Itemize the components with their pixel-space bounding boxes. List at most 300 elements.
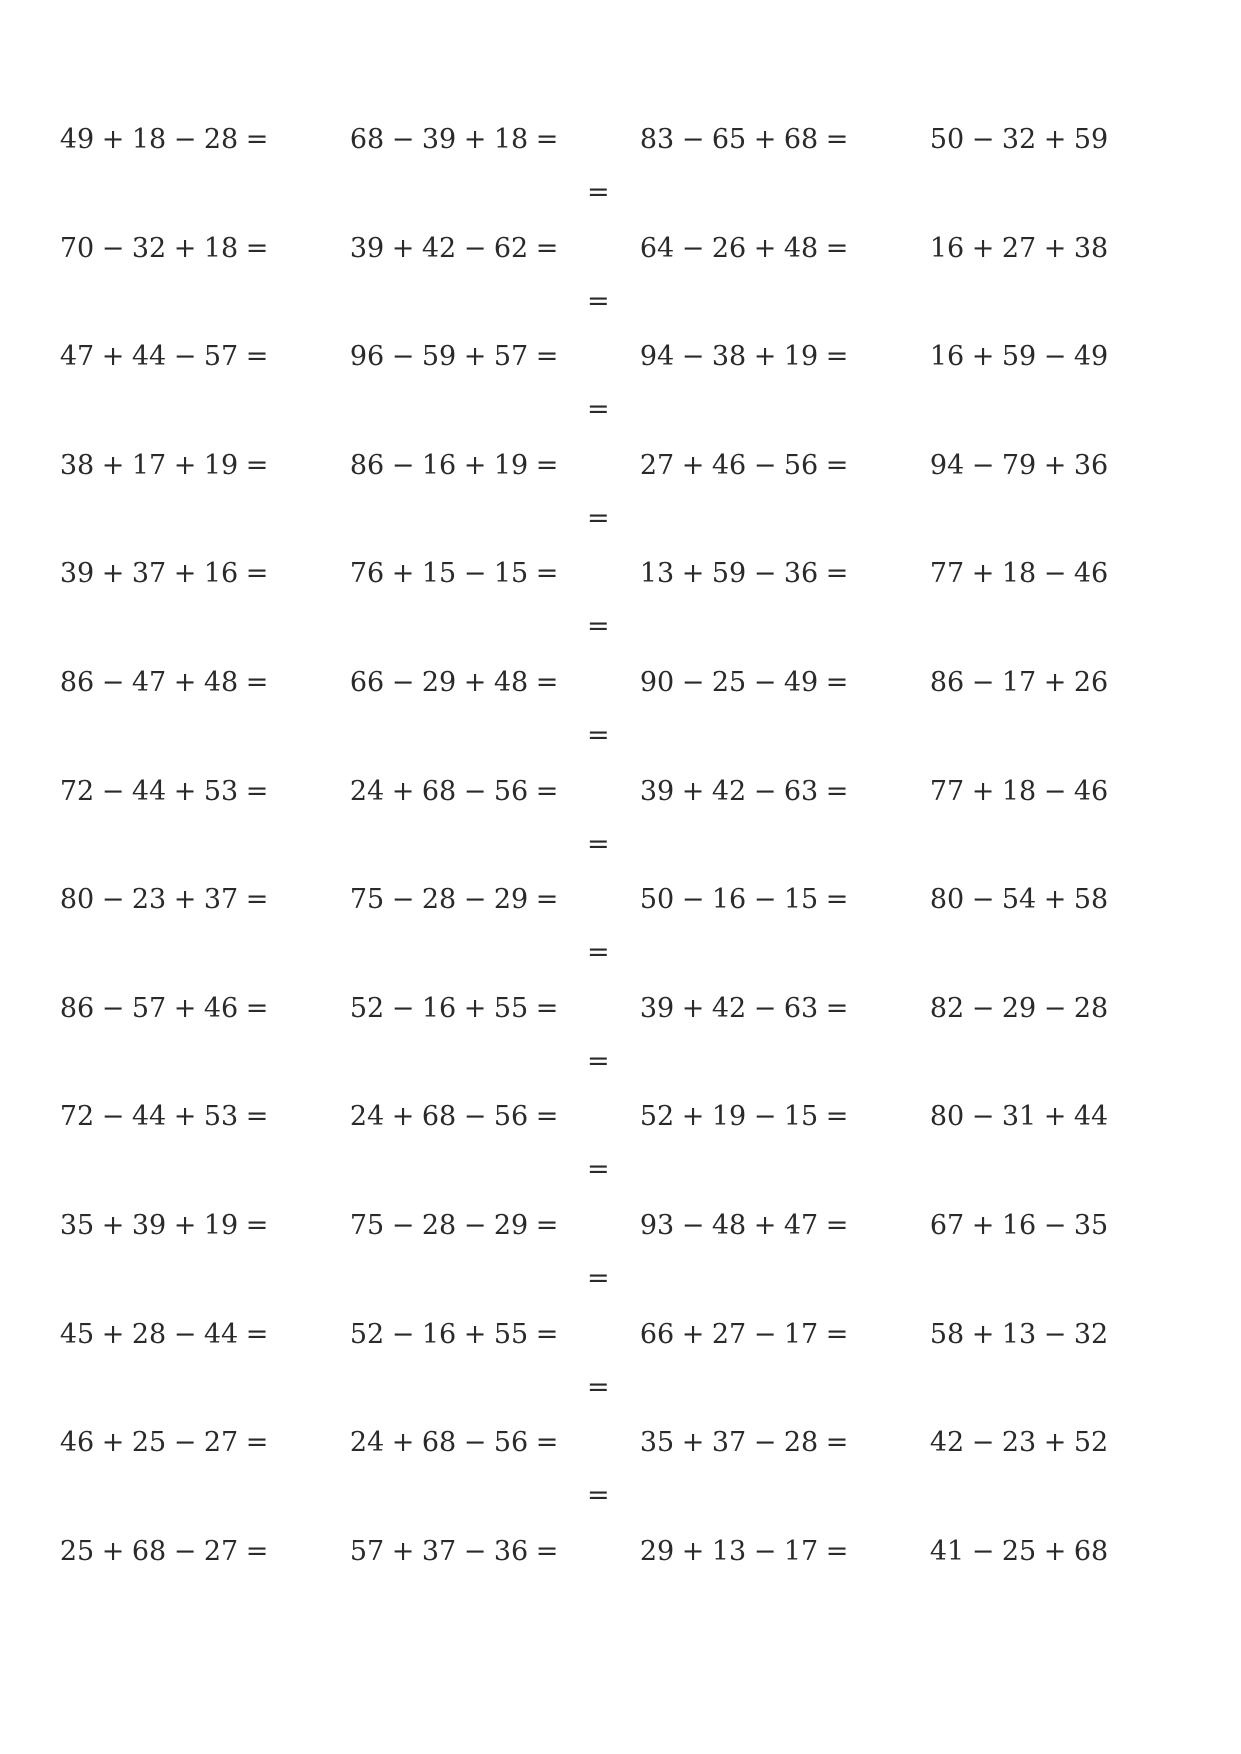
operand-c: 68 (1073, 1536, 1109, 1567)
equals-sign: = (245, 1536, 269, 1567)
equals-sign: = (535, 1101, 559, 1132)
math-problem (348, 446, 564, 486)
equals-sign: = (245, 1427, 269, 1458)
problem-row (0, 772, 1241, 812)
operand-a: 57 (349, 1536, 385, 1567)
operator-2: − (173, 124, 197, 155)
problem-row (0, 446, 1241, 486)
operator-1: + (971, 233, 995, 264)
operand-b: 48 (711, 1210, 747, 1241)
operand-b: 42 (711, 993, 747, 1024)
operator-2: − (753, 1101, 777, 1132)
operand-a: 41 (929, 1536, 965, 1567)
operand-c: 56 (493, 1427, 529, 1458)
operand-a: 52 (639, 1101, 675, 1132)
operator-1: + (681, 1536, 705, 1567)
operator-2: + (463, 993, 487, 1024)
operator-2: + (1043, 1427, 1067, 1458)
math-problem (928, 120, 1110, 160)
operand-c: 57 (493, 341, 529, 372)
wrapped-equals-sign: = (587, 286, 610, 317)
operand-c: 19 (203, 1210, 239, 1241)
math-problem (928, 663, 1110, 703)
operator-2: − (463, 1101, 487, 1132)
equals-sign: = (825, 993, 849, 1024)
operand-c: 48 (493, 667, 529, 698)
operand-a: 82 (929, 993, 965, 1024)
problem-row (0, 663, 1241, 703)
operator-1: − (971, 450, 995, 481)
operator-2: − (173, 1427, 197, 1458)
operand-c: 59 (1073, 124, 1109, 155)
operator-1: − (391, 1210, 415, 1241)
operator-1: − (391, 667, 415, 698)
operand-b: 44 (131, 1101, 167, 1132)
operator-1: − (971, 1536, 995, 1567)
operator-2: − (173, 1536, 197, 1567)
operand-c: 48 (203, 667, 239, 698)
operand-b: 13 (1001, 1319, 1037, 1350)
operand-c: 17 (783, 1319, 819, 1350)
operand-b: 23 (131, 884, 167, 915)
operand-b: 32 (131, 233, 167, 264)
equals-sign: = (825, 884, 849, 915)
math-problem (928, 772, 1110, 812)
operator-1: + (391, 1427, 415, 1458)
operator-2: + (173, 884, 197, 915)
math-problem (58, 663, 274, 703)
operand-c: 63 (783, 776, 819, 807)
operand-a: 25 (59, 1536, 95, 1567)
operand-b: 17 (1001, 667, 1037, 698)
operator-2: − (753, 993, 777, 1024)
operand-a: 86 (349, 450, 385, 481)
operand-c: 26 (1073, 667, 1109, 698)
equals-sign: = (535, 1319, 559, 1350)
equals-sign: = (245, 558, 269, 589)
operand-a: 70 (59, 233, 95, 264)
operand-c: 36 (1073, 450, 1109, 481)
operator-1: − (971, 993, 995, 1024)
operator-2: + (463, 124, 487, 155)
operand-a: 47 (59, 341, 95, 372)
operand-c: 37 (203, 884, 239, 915)
operand-a: 86 (59, 993, 95, 1024)
equals-sign: = (825, 124, 849, 155)
operator-1: + (971, 341, 995, 372)
operand-a: 50 (639, 884, 675, 915)
problem-row (0, 989, 1241, 1029)
operator-2: + (173, 993, 197, 1024)
operand-a: 72 (59, 776, 95, 807)
operator-2: + (173, 667, 197, 698)
operand-c: 46 (203, 993, 239, 1024)
operand-b: 17 (131, 450, 167, 481)
operand-a: 16 (929, 341, 965, 372)
operator-2: − (753, 1536, 777, 1567)
operand-c: 32 (1073, 1319, 1109, 1350)
equals-sign: = (245, 1319, 269, 1350)
math-problem (928, 880, 1110, 920)
operator-1: + (391, 1536, 415, 1567)
equals-sign: = (535, 1427, 559, 1458)
operand-c: 49 (783, 667, 819, 698)
operand-c: 56 (783, 450, 819, 481)
operand-a: 24 (349, 1427, 385, 1458)
equals-sign: = (535, 450, 559, 481)
equals-sign: = (535, 1210, 559, 1241)
operator-1: + (681, 558, 705, 589)
operand-b: 32 (1001, 124, 1037, 155)
operand-c: 52 (1073, 1427, 1109, 1458)
operand-a: 35 (59, 1210, 95, 1241)
math-problem (928, 989, 1110, 1029)
wrapped-equals-sign: = (587, 503, 610, 534)
operand-c: 53 (203, 1101, 239, 1132)
math-problem (928, 1532, 1110, 1572)
operand-b: 29 (421, 667, 457, 698)
problem-row (0, 229, 1241, 269)
operand-b: 37 (711, 1427, 747, 1458)
operator-1: − (101, 1101, 125, 1132)
wrapped-equals-sign: = (587, 177, 610, 208)
operator-1: + (391, 233, 415, 264)
operand-a: 68 (349, 124, 385, 155)
equals-sign: = (245, 341, 269, 372)
operand-b: 18 (1001, 776, 1037, 807)
equals-sign: = (245, 667, 269, 698)
operator-1: − (101, 776, 125, 807)
operator-2: − (463, 233, 487, 264)
operand-b: 42 (711, 776, 747, 807)
operator-1: − (971, 1427, 995, 1458)
operand-a: 90 (639, 667, 675, 698)
operand-b: 16 (421, 1319, 457, 1350)
operand-a: 24 (349, 1101, 385, 1132)
operator-2: − (463, 558, 487, 589)
operator-2: + (463, 341, 487, 372)
operator-1: − (391, 124, 415, 155)
operand-b: 68 (421, 776, 457, 807)
problem-row (0, 554, 1241, 594)
math-problem (348, 989, 564, 1029)
equals-sign: = (535, 341, 559, 372)
operator-2: − (1043, 341, 1067, 372)
operand-c: 29 (493, 1210, 529, 1241)
operand-a: 67 (929, 1210, 965, 1241)
operator-1: − (101, 884, 125, 915)
operand-c: 27 (203, 1536, 239, 1567)
operand-a: 66 (349, 667, 385, 698)
operator-1: − (101, 993, 125, 1024)
operand-a: 77 (929, 558, 965, 589)
math-problem (638, 989, 854, 1029)
operator-2: − (1043, 993, 1067, 1024)
operand-c: 18 (493, 124, 529, 155)
equals-sign: = (245, 884, 269, 915)
operand-c: 28 (203, 124, 239, 155)
equals-sign: = (245, 1210, 269, 1241)
operand-c: 56 (493, 776, 529, 807)
operator-2: + (1043, 233, 1067, 264)
operator-1: + (101, 124, 125, 155)
operand-a: 45 (59, 1319, 95, 1350)
problem-row (0, 337, 1241, 377)
equals-sign: = (825, 1536, 849, 1567)
operator-2: − (753, 1319, 777, 1350)
math-problem (928, 446, 1110, 486)
operator-2: + (1043, 450, 1067, 481)
equals-sign: = (825, 558, 849, 589)
operand-a: 77 (929, 776, 965, 807)
operator-1: + (101, 1536, 125, 1567)
operator-2: + (1043, 1536, 1067, 1567)
operand-c: 68 (783, 124, 819, 155)
operand-a: 35 (639, 1427, 675, 1458)
math-problem (348, 229, 564, 269)
math-problem (348, 337, 564, 377)
operator-2: + (463, 450, 487, 481)
operator-1: + (101, 450, 125, 481)
operand-b: 27 (1001, 233, 1037, 264)
operator-2: + (1043, 667, 1067, 698)
operator-1: − (971, 667, 995, 698)
operand-a: 86 (929, 667, 965, 698)
operand-b: 16 (421, 993, 457, 1024)
problem-row (0, 1423, 1241, 1463)
operand-a: 76 (349, 558, 385, 589)
operator-2: − (1043, 776, 1067, 807)
problem-row (0, 1315, 1241, 1355)
operand-a: 50 (929, 124, 965, 155)
math-problem (928, 337, 1110, 377)
operator-1: − (391, 884, 415, 915)
math-problem (58, 1206, 274, 1246)
equals-sign: = (245, 450, 269, 481)
math-problem (58, 120, 274, 160)
operand-b: 25 (131, 1427, 167, 1458)
math-problem (928, 1423, 1110, 1463)
operand-a: 58 (929, 1319, 965, 1350)
operand-a: 39 (59, 558, 95, 589)
operator-1: + (101, 1319, 125, 1350)
operand-b: 68 (421, 1427, 457, 1458)
problem-row (0, 1206, 1241, 1246)
operand-b: 16 (711, 884, 747, 915)
operand-b: 16 (1001, 1210, 1037, 1241)
operand-b: 59 (421, 341, 457, 372)
math-problem (348, 1097, 564, 1137)
equals-sign: = (245, 124, 269, 155)
operand-b: 54 (1001, 884, 1037, 915)
operand-a: 75 (349, 884, 385, 915)
operand-c: 15 (783, 884, 819, 915)
wrapped-equals-sign: = (587, 1372, 610, 1403)
operator-2: − (463, 1536, 487, 1567)
equals-sign: = (825, 1101, 849, 1132)
operand-b: 39 (131, 1210, 167, 1241)
operand-b: 25 (711, 667, 747, 698)
operand-a: 38 (59, 450, 95, 481)
operand-b: 39 (421, 124, 457, 155)
operand-b: 59 (711, 558, 747, 589)
math-problem (348, 1532, 564, 1572)
operand-b: 13 (711, 1536, 747, 1567)
math-problem (638, 663, 854, 703)
wrapped-equals-sign: = (587, 1480, 610, 1511)
operand-a: 46 (59, 1427, 95, 1458)
operand-b: 15 (421, 558, 457, 589)
operator-1: − (681, 667, 705, 698)
math-problem (638, 446, 854, 486)
wrapped-equals-sign: = (587, 829, 610, 860)
math-problem (348, 1423, 564, 1463)
operand-a: 64 (639, 233, 675, 264)
operator-2: − (753, 450, 777, 481)
math-problem (638, 337, 854, 377)
operand-a: 49 (59, 124, 95, 155)
math-problem (638, 1206, 854, 1246)
operand-b: 68 (131, 1536, 167, 1567)
operand-a: 39 (349, 233, 385, 264)
operand-b: 28 (131, 1319, 167, 1350)
operand-c: 47 (783, 1210, 819, 1241)
operator-1: + (971, 558, 995, 589)
equals-sign: = (825, 667, 849, 698)
wrapped-equals-sign: = (587, 1263, 610, 1294)
operand-a: 93 (639, 1210, 675, 1241)
equals-sign: = (535, 776, 559, 807)
operator-2: + (753, 124, 777, 155)
operand-a: 66 (639, 1319, 675, 1350)
operator-2: − (173, 341, 197, 372)
operand-a: 29 (639, 1536, 675, 1567)
operator-2: − (463, 776, 487, 807)
math-problem (928, 1315, 1110, 1355)
equals-sign: = (825, 1319, 849, 1350)
operand-c: 17 (783, 1536, 819, 1567)
math-problem (348, 554, 564, 594)
operator-1: + (101, 1427, 125, 1458)
operator-1: − (971, 124, 995, 155)
operator-1: + (971, 776, 995, 807)
operand-b: 47 (131, 667, 167, 698)
operand-c: 57 (203, 341, 239, 372)
operator-2: − (753, 558, 777, 589)
math-problem (58, 772, 274, 812)
operand-b: 37 (131, 558, 167, 589)
operator-2: + (173, 776, 197, 807)
equals-sign: = (825, 450, 849, 481)
operand-a: 83 (639, 124, 675, 155)
wrapped-equals-sign: = (587, 1046, 610, 1077)
operator-2: + (753, 1210, 777, 1241)
math-problem (348, 772, 564, 812)
operator-1: + (681, 776, 705, 807)
operator-2: + (1043, 124, 1067, 155)
operand-a: 24 (349, 776, 385, 807)
operator-2: + (173, 558, 197, 589)
operand-a: 80 (929, 1101, 965, 1132)
operand-b: 16 (421, 450, 457, 481)
operand-c: 38 (1073, 233, 1109, 264)
operator-1: + (101, 1210, 125, 1241)
operand-a: 94 (639, 341, 675, 372)
wrapped-equals-sign: = (587, 394, 610, 425)
operand-a: 16 (929, 233, 965, 264)
operator-2: − (463, 1210, 487, 1241)
wrapped-equals-sign: = (587, 1154, 610, 1185)
operand-c: 44 (203, 1319, 239, 1350)
operator-1: − (101, 233, 125, 264)
operator-1: + (391, 776, 415, 807)
operand-b: 38 (711, 341, 747, 372)
operand-a: 13 (639, 558, 675, 589)
operator-2: − (463, 884, 487, 915)
operand-b: 46 (711, 450, 747, 481)
operator-2: + (463, 1319, 487, 1350)
operand-a: 72 (59, 1101, 95, 1132)
operator-1: − (681, 124, 705, 155)
operand-c: 58 (1073, 884, 1109, 915)
equals-sign: = (535, 1536, 559, 1567)
operand-c: 18 (203, 233, 239, 264)
operand-c: 15 (783, 1101, 819, 1132)
equals-sign: = (535, 233, 559, 264)
operand-b: 26 (711, 233, 747, 264)
math-problem (58, 1315, 274, 1355)
operand-b: 28 (421, 884, 457, 915)
operand-c: 16 (203, 558, 239, 589)
operator-2: + (463, 667, 487, 698)
operator-2: + (1043, 1101, 1067, 1132)
operator-2: − (463, 1427, 487, 1458)
operator-2: − (173, 1319, 197, 1350)
operand-b: 44 (131, 776, 167, 807)
operator-1: − (971, 1101, 995, 1132)
equals-sign: = (535, 993, 559, 1024)
operand-c: 35 (1073, 1210, 1109, 1241)
operand-a: 27 (639, 450, 675, 481)
operator-2: − (1043, 1319, 1067, 1350)
operand-c: 28 (1073, 993, 1109, 1024)
operand-c: 46 (1073, 558, 1109, 589)
operand-c: 19 (203, 450, 239, 481)
operand-b: 31 (1001, 1101, 1037, 1132)
math-problem (638, 880, 854, 920)
operand-b: 79 (1001, 450, 1037, 481)
operand-c: 15 (493, 558, 529, 589)
equals-sign: = (535, 667, 559, 698)
math-problem (348, 1315, 564, 1355)
operator-1: − (101, 667, 125, 698)
equals-sign: = (245, 993, 269, 1024)
operand-a: 42 (929, 1427, 965, 1458)
operator-1: − (971, 884, 995, 915)
wrapped-equals-sign: = (587, 937, 610, 968)
problem-row (0, 880, 1241, 920)
operand-a: 52 (349, 1319, 385, 1350)
wrapped-equals-sign: = (587, 720, 610, 751)
math-problem (638, 772, 854, 812)
operand-c: 49 (1073, 341, 1109, 372)
operand-b: 68 (421, 1101, 457, 1132)
operand-c: 62 (493, 233, 529, 264)
operand-c: 19 (493, 450, 529, 481)
operand-b: 19 (711, 1101, 747, 1132)
math-problem (58, 337, 274, 377)
operand-a: 52 (349, 993, 385, 1024)
